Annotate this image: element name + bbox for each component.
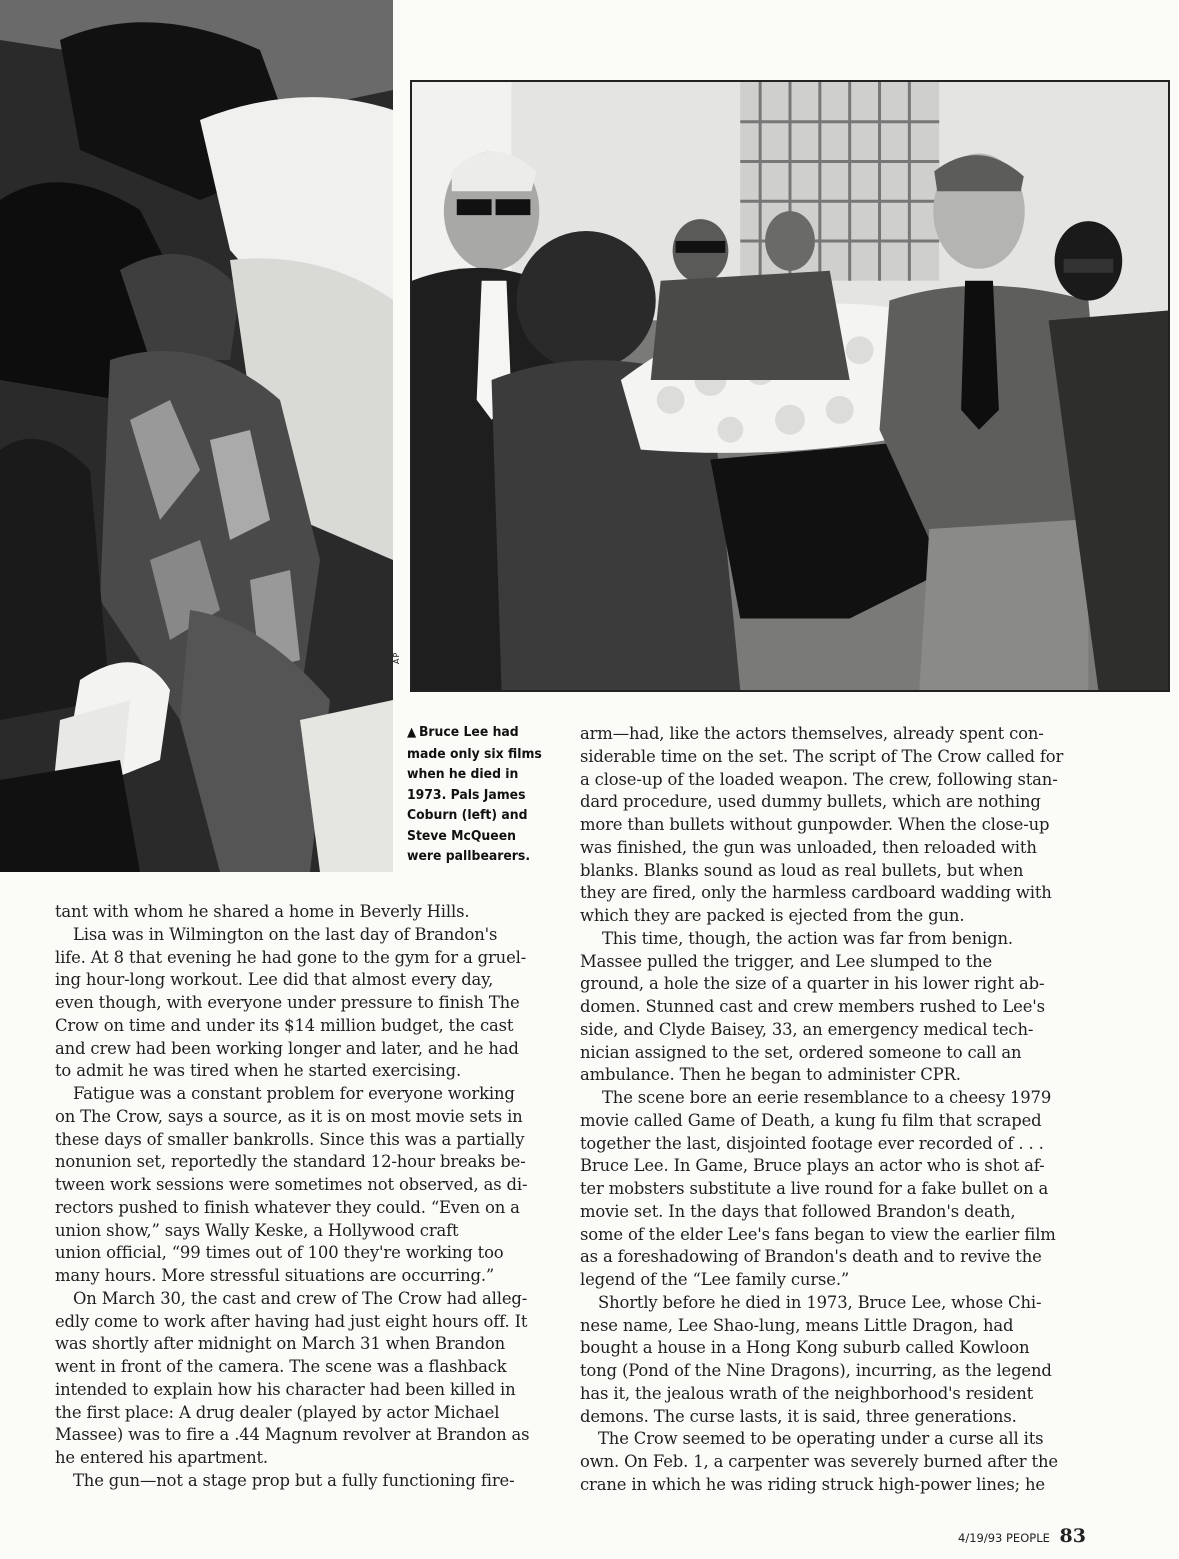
- text-line: which they are packed is ejected from the gun.: [580, 906, 965, 925]
- text-line: siderable time on the set. The script of The Crow called for: [580, 746, 1064, 766]
- text-line: nician assigned to the set, ordered someone to call an: [580, 1042, 1022, 1062]
- text-line: nese name, Lee Shao-lung, means Little Dragon, had: [580, 1315, 1014, 1335]
- text-line: a close-up of the loaded weapon. The crew, following stan-: [580, 769, 1058, 789]
- text-line: Lisa was in Wilmington on the last day of Brandon's: [73, 924, 498, 944]
- text-line: went in front of the camera. The scene was a flashback: [55, 1357, 507, 1376]
- text-line: together the last, disjointed footage ever recorded of . . .: [580, 1133, 1044, 1153]
- text-line: and crew had been working longer and later, and he had: [55, 1038, 519, 1058]
- text-line: life. At 8 that evening he had gone to the gym for a gruel-: [55, 947, 527, 967]
- text-line: has it, the jealous wrath of the neighborhood's resident: [580, 1383, 1034, 1403]
- text-line: The gun—not a stage prop but a fully functioning fire-: [73, 1470, 515, 1490]
- text-line: as a foreshadowing of Brandon's death and to revive the: [580, 1247, 1042, 1267]
- text-line: Bruce Lee. In Game, Bruce plays an actor who is shot af-: [580, 1156, 1045, 1176]
- text-line: they are fired, only the harmless cardboard wadding with: [580, 883, 1052, 903]
- text-line: union official, “99 times out of 100 they're working too: [55, 1243, 504, 1263]
- text-line: Massee) was to fire a .44 Magnum revolver at Brandon as: [55, 1425, 530, 1445]
- text-line: more than bullets without gunpowder. When the close-up: [580, 815, 1050, 834]
- photo-caption: [407, 722, 554, 867]
- text-line: union show,” says Wally Keske, a Hollywood craft: [55, 1220, 459, 1240]
- caption-line: Steve McQueen: [407, 827, 516, 844]
- text-line: Massee pulled the trigger, and Lee slumped to the: [580, 951, 993, 971]
- text-line: This time, though, the action was far from benign.: [602, 928, 1013, 948]
- text-line: The Crow seemed to be operating under a curse all its: [598, 1429, 1044, 1449]
- text-line: some of the elder Lee's fans began to view the earlier film: [580, 1224, 1056, 1244]
- magazine-name: PEOPLE: [1006, 1531, 1050, 1545]
- caption-line: were pallbearers.: [407, 848, 531, 864]
- text-line: nonunion set, reportedly the standard 12-hour breaks be-: [55, 1152, 526, 1172]
- text-line: Crow on time and under its $14 million budget, the cast: [55, 1015, 514, 1035]
- photo-pallbearers: [410, 80, 1170, 692]
- text-line: tween work sessions were sometimes not observed, as di-: [55, 1175, 528, 1194]
- text-line: on The Crow, says a source, as it is on most movie sets in: [55, 1106, 523, 1126]
- photo-pallbearers-image: [412, 82, 1168, 690]
- text-line: blanks. Blanks sound as loud as real bullets, but when: [580, 860, 1024, 880]
- text-line: ing hour-long workout. Lee did that almost every day,: [55, 970, 494, 990]
- text-line: On March 30, the cast and crew of The Crow had alleg-: [73, 1288, 528, 1308]
- text-line: edly come to work after having had just eight hours off. It: [55, 1311, 528, 1331]
- text-line: own. On Feb. 1, a carpenter was severely burned after the: [580, 1452, 1058, 1471]
- text-line: side, and Clyde Baisey, 33, an emergency medical tech-: [580, 1019, 1034, 1039]
- article-column-right: [580, 723, 1073, 1497]
- text-line: tong (Pond of the Nine Dragons), incurring, as the legend: [580, 1361, 1052, 1380]
- text-line: was shortly after midnight on March 31 when Brandon: [55, 1334, 506, 1354]
- text-line: ter mobsters substitute a live round for a fake bullet on a: [580, 1179, 1049, 1198]
- text-line: these days of smaller bankrolls. Since this was a partially: [55, 1129, 525, 1149]
- photo-mourners-image: [0, 0, 393, 872]
- text-line: crane in which he was riding struck high-power lines; he: [580, 1474, 1045, 1494]
- text-line: movie set. In the days that followed Brandon's death,: [580, 1201, 1016, 1221]
- photo-mourners: [0, 0, 393, 872]
- caption-line: ▲ Bruce Lee had: [407, 724, 519, 740]
- text-line: intended to explain how his character had been killed in: [55, 1379, 516, 1399]
- text-line: Fatigue was a constant problem for everyone working: [73, 1084, 515, 1103]
- text-line: movie called Game of Death, a kung fu film that scraped: [580, 1110, 1042, 1130]
- photo-credit: AP: [392, 651, 401, 664]
- text-line: he entered his apartment.: [55, 1448, 268, 1467]
- page-number: 83: [1059, 1525, 1086, 1547]
- text-line: ambulance. Then he began to administer CPR.: [580, 1065, 961, 1085]
- text-line: to admit he was tired when he started exercising.: [55, 1061, 462, 1081]
- text-line: the first place: A drug dealer (played by actor Michael: [55, 1402, 500, 1422]
- caption-line: 1973. Pals James: [407, 786, 526, 803]
- text-line: tant with whom he shared a home in Beverly Hills.: [55, 902, 470, 921]
- text-line: ground, a hole the size of a quarter in his lower right ab-: [580, 974, 1045, 994]
- issue-date: 4/19/93: [958, 1531, 1003, 1545]
- triangle-icon: ▲: [407, 725, 417, 740]
- text-line: dard procedure, used dummy bullets, which are nothing: [580, 792, 1041, 812]
- caption-line: made only six films: [407, 745, 542, 762]
- text-line: even though, with everyone under pressure to finish The: [55, 993, 520, 1012]
- text-line: Shortly before he died in 1973, Bruce Lee, whose Chi-: [598, 1292, 1042, 1312]
- text-line: domen. Stunned cast and crew members rushed to Lee's: [580, 997, 1045, 1016]
- text-line: demons. The curse lasts, it is said, three generations.: [580, 1406, 1017, 1426]
- caption-line: Coburn (left) and: [407, 807, 528, 823]
- text-line: bought a house in a Hong Kong suburb called Kowloon: [580, 1338, 1030, 1358]
- text-line: The scene bore an eerie resemblance to a cheesy 1979: [602, 1088, 1052, 1107]
- text-line: many hours. More stressful situations are occurring.”: [55, 1266, 495, 1285]
- caption-line: when he died in: [407, 766, 519, 782]
- page-footer: [958, 1525, 1086, 1547]
- text-line: was finished, the gun was unloaded, then reloaded with: [580, 837, 1037, 857]
- text-line: rectors pushed to finish whatever they could. “Even on a: [55, 1197, 520, 1217]
- text-line: arm—had, like the actors themselves, already spent con-: [580, 724, 1044, 743]
- text-line: legend of the “Lee family curse.”: [580, 1270, 850, 1289]
- article-column-left: [55, 901, 555, 1493]
